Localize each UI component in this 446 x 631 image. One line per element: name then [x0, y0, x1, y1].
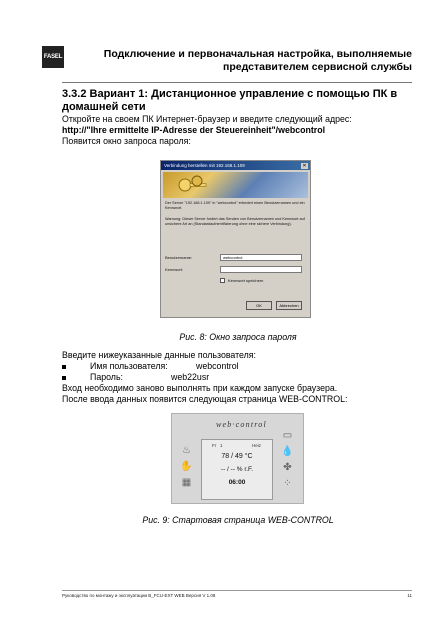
day-label: Fr — [212, 443, 217, 448]
remember-password-label: Kennwort speichern — [228, 278, 264, 283]
header-title-line2: представителем сервисной службы — [223, 61, 412, 73]
dialog-warning-text: Warnung: Dieser Server fordert das Senden von Benutzernamen und Kennwort auf unsichere Art an (Standardauthentifizierung ohne eine sichere Verbindung). — [165, 217, 305, 226]
password-field[interactable] — [220, 266, 302, 273]
dialog-info-text: Der Server "192.168.1.109" in "webcontrol" erfordert einen Benutzernamen und ein Kennwort. — [165, 201, 305, 210]
password-window-text: Появится окно запроса пароля: — [62, 136, 191, 146]
status-panel — [201, 439, 273, 500]
day-number: 1 — [220, 443, 223, 448]
username-item-value: webcontrol — [196, 361, 239, 371]
hand-icon: ✋ — [180, 461, 193, 472]
header-title-line1: Подключение и первоначальная настройка, выполняемые — [103, 48, 412, 60]
heating-icon: ♨ — [182, 445, 191, 456]
keys-banner-image — [163, 172, 308, 198]
company-logo: FASEL — [42, 46, 64, 68]
bullet-icon — [62, 376, 66, 380]
figure-caption-9: Рис. 9: Стартовая страница WEB-CONTROL — [142, 515, 334, 525]
username-item-label: Имя пользователя: — [90, 361, 168, 371]
figure-caption-8: Рис. 8: Окно запроса пароля — [179, 332, 297, 342]
fan-icon: ✤ — [283, 462, 292, 473]
temperature-value: 78 / 49 °C — [221, 453, 253, 460]
webcontrol-note: После ввода данных появится следующая страница WEB-CONTROL: — [62, 394, 348, 404]
page-header-title — [90, 48, 412, 74]
section-title-line1: 3.3.2 Вариант 1: Дистанционное управление с помощью ПК в — [62, 88, 398, 100]
intro-text: Откройте на своем ПК Интернет-браузер и введите следующий адрес: — [62, 114, 352, 124]
folder-icon: ▭ — [282, 430, 293, 441]
password-item-value: web22usr — [171, 372, 210, 382]
password-label: Kennwort: — [165, 267, 184, 272]
bullet-icon — [62, 365, 66, 369]
grid-icon: ▦ — [181, 477, 192, 488]
cancel-button[interactable]: Abbrechen — [276, 301, 302, 310]
close-icon: ✕ — [302, 162, 307, 169]
footer-text: Руководство по монтажу и эксплуатации B_FCU-EXT WEB Версия V 1.08 — [62, 593, 216, 598]
header-divider — [62, 82, 412, 83]
webcontrol-brand: web·control — [216, 420, 267, 429]
water-drop-icon: 💧 — [281, 446, 294, 457]
humidity-value: -- / -- % r.F. — [220, 466, 254, 473]
time-value: 06:00 — [228, 479, 246, 486]
password-item-label: Пароль: — [90, 372, 123, 382]
section-title-line2: домашней сети — [62, 101, 146, 113]
mode-label: Heiz — [252, 443, 262, 448]
login-dialog-screenshot — [160, 160, 311, 318]
footer-divider — [62, 590, 412, 591]
section-title — [62, 88, 414, 114]
relogin-note: Вход необходимо заново выполнять при каждом запуске браузера. — [62, 383, 338, 393]
dialog-titlebar — [161, 161, 310, 170]
ok-button[interactable]: OK — [246, 301, 272, 310]
username-label: Benutzername: — [165, 255, 193, 260]
keys-icon — [163, 172, 308, 198]
username-field[interactable]: webcontrol — [220, 254, 302, 261]
webcontrol-screenshot — [171, 413, 304, 504]
url-text: http://"Ihre ermittelte IP-Adresse der Steuereinheit"/webcontrol — [62, 125, 326, 135]
page-number: 11 — [407, 593, 412, 598]
credentials-intro: Введите нижеуказанные данные пользователя: — [62, 350, 256, 360]
drops-icon: ⁘ — [283, 478, 292, 489]
remember-password-checkbox[interactable] — [220, 278, 225, 283]
dialog-title: Verbindung herstellen mit 192.168.1.109 — [164, 163, 245, 168]
